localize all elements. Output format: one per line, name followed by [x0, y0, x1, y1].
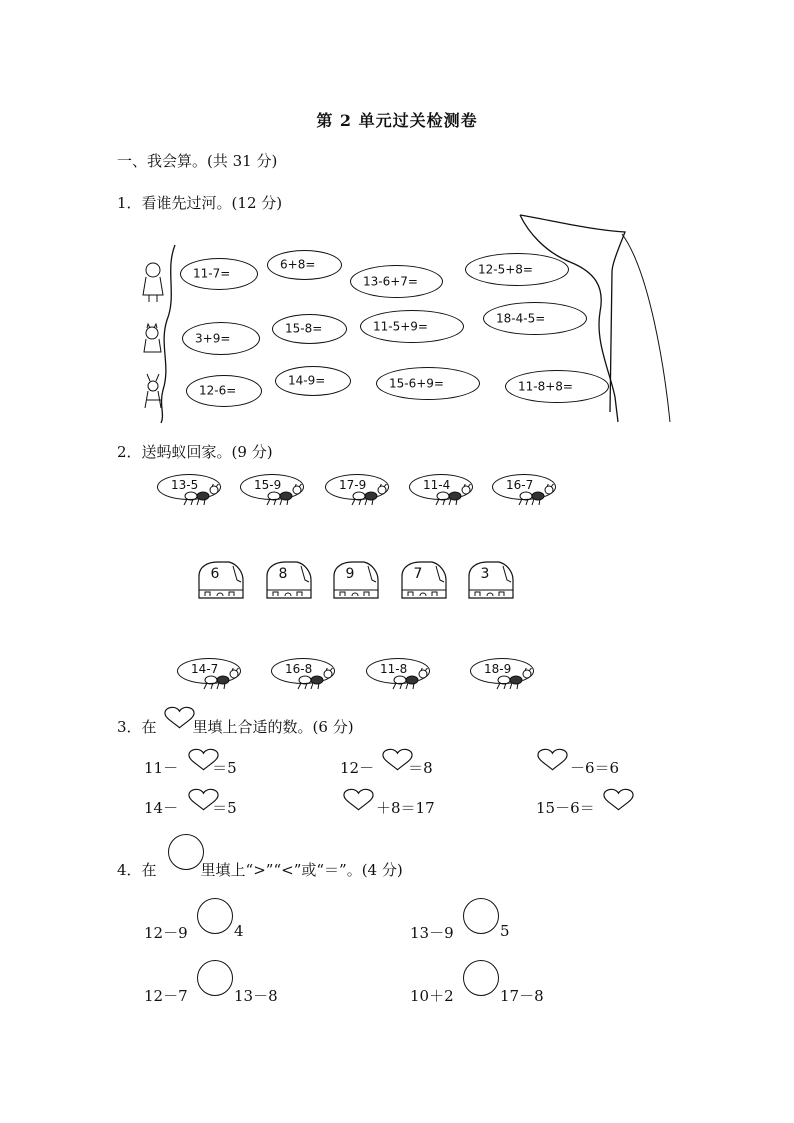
stone-expression: 15-8= — [285, 321, 323, 336]
q4-heading-prefix: 4．在 — [117, 861, 157, 879]
ant-icon — [494, 668, 538, 692]
house-number: 7 — [413, 566, 423, 582]
ant-card-6 — [177, 656, 245, 692]
ant-card-2 — [240, 472, 308, 508]
stone-expression: 18-4-5= — [496, 310, 546, 325]
q2-heading: 2．送蚂蚁回家。(9 分) — [117, 443, 273, 461]
house-number: 3 — [480, 566, 490, 582]
stone-expression: 15-6+9= — [389, 375, 444, 390]
eq-left: 12－ — [340, 759, 375, 777]
girl-figure-icon — [143, 263, 163, 302]
stone-expression: 14-9= — [288, 373, 326, 388]
river-stone-6 — [272, 314, 347, 344]
answer-heart-blank[interactable] — [602, 788, 635, 812]
ant-expression: 16-7 — [506, 478, 534, 492]
eq-right: ＝5 — [212, 799, 237, 817]
house-number: 6 — [210, 566, 220, 582]
compare-circle-blank[interactable] — [197, 960, 233, 996]
q4-comparison-4-right: 17－8 — [500, 987, 544, 1005]
river-stone-1 — [180, 258, 258, 290]
house-3 — [332, 560, 380, 600]
ant-card-9 — [470, 656, 538, 692]
house-number: 8 — [278, 566, 288, 582]
ant-card-8 — [366, 656, 434, 692]
eq-left: 11－ — [144, 759, 179, 777]
q4-heading-suffix: 里填上“>”“<”或“＝”。(4 分) — [200, 861, 403, 879]
house-number: 9 — [345, 566, 355, 582]
answer-heart-blank[interactable] — [187, 788, 220, 812]
q3-equation-6: 15－6＝ — [536, 799, 595, 817]
ant-card-5 — [492, 472, 560, 508]
q4-comparison-1-right: 4 — [234, 922, 244, 940]
q3-heading-suffix: 里填上合适的数。(6 分) — [192, 718, 354, 736]
q4-comparison-2: 13－9 — [410, 924, 454, 942]
river-stone-9 — [186, 375, 262, 407]
ant-card-1 — [157, 472, 225, 508]
ant-expression: 16-8 — [285, 662, 313, 676]
eq-right: ＝5 — [212, 759, 237, 777]
compare-circle-blank[interactable] — [463, 898, 499, 934]
stone-expression: 11-8+8= — [518, 378, 573, 393]
river-stone-12 — [505, 370, 609, 403]
answer-heart-blank[interactable] — [342, 788, 375, 812]
eq-right: ＝8 — [408, 759, 433, 777]
q3-equation-3: －6＝6 — [570, 759, 620, 777]
stone-expression: 6+8= — [280, 257, 316, 272]
ant-icon — [516, 484, 560, 508]
ant-expression: 14-7 — [191, 662, 219, 676]
cat-figure-icon — [144, 324, 161, 352]
ant-icon — [181, 484, 225, 508]
river-stone-2 — [267, 250, 342, 280]
ant-expression: 15-9 — [254, 478, 282, 492]
river-stone-10 — [275, 366, 351, 396]
q4-comparison-2-right: 5 — [500, 922, 510, 940]
river-stone-7 — [360, 310, 464, 343]
ant-icon — [295, 668, 339, 692]
ant-expression: 17-9 — [339, 478, 367, 492]
section-1-heading: 一、我会算。(共 31 分) — [117, 152, 278, 170]
ant-card-7 — [271, 656, 339, 692]
river-stone-4 — [465, 253, 569, 286]
q3-heading — [117, 716, 354, 737]
compare-circle-blank[interactable] — [197, 898, 233, 934]
ant-icon — [390, 668, 434, 692]
q4-comparison-4: 10＋2 — [410, 987, 454, 1005]
house-1 — [197, 560, 245, 600]
river-stone-5 — [182, 322, 260, 355]
deer-figure-icon — [145, 374, 161, 408]
ant-icon — [433, 484, 477, 508]
q4-comparison-3: 12－7 — [144, 987, 188, 1005]
stone-expression: 11-5+9= — [373, 318, 428, 333]
q4-comparison-3-right: 13－8 — [234, 987, 278, 1005]
ant-card-4 — [409, 472, 477, 508]
house-4 — [400, 560, 448, 600]
q4-heading — [117, 859, 403, 880]
stone-expression: 12-5+8= — [478, 261, 533, 276]
q3-heading-prefix: 3．在 — [117, 718, 157, 736]
stone-expression: 13-6+7= — [363, 273, 418, 288]
q3-equation-5: ＋8＝17 — [376, 799, 435, 817]
circle-icon — [168, 834, 204, 870]
stone-expression: 12-6= — [199, 383, 237, 398]
ant-expression: 18-9 — [484, 662, 512, 676]
stone-expression: 3+9= — [195, 330, 231, 345]
answer-heart-blank[interactable] — [536, 748, 569, 772]
answer-heart-blank[interactable] — [187, 748, 220, 772]
stone-expression: 11-7= — [193, 266, 231, 281]
river-stone-11 — [376, 367, 480, 400]
heart-icon — [163, 706, 196, 730]
ant-card-3 — [325, 472, 393, 508]
ant-icon — [264, 484, 308, 508]
river-stone-8 — [483, 302, 587, 335]
compare-circle-blank[interactable] — [463, 960, 499, 996]
ant-icon — [201, 668, 245, 692]
house-2 — [265, 560, 313, 600]
q1-heading: 1．看谁先过河。(12 分) — [117, 194, 283, 212]
river-stone-3 — [350, 265, 443, 298]
ant-expression: 11-4 — [423, 478, 451, 492]
house-5 — [467, 560, 515, 600]
page-title: 第 2 单元过关检测卷 — [316, 111, 478, 130]
q4-comparison-1: 12－9 — [144, 924, 188, 942]
ant-expression: 11-8 — [380, 662, 408, 676]
ant-icon — [349, 484, 393, 508]
ant-expression: 13-5 — [171, 478, 199, 492]
eq-left: 14－ — [144, 799, 179, 817]
answer-heart-blank[interactable] — [381, 748, 414, 772]
